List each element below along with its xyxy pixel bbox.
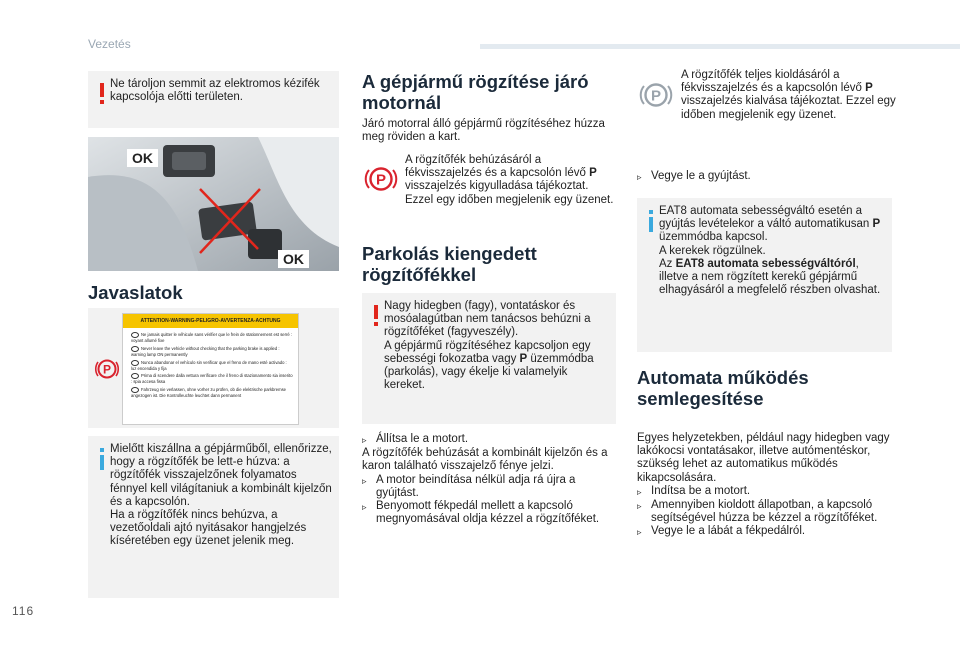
list-item: ▹ Vegye le a lábát a fékpedálról. xyxy=(637,525,893,539)
parking-brake-red-icon xyxy=(364,164,398,194)
triangle-bullet-icon: ▹ xyxy=(637,501,642,512)
triangle-bullet-icon: ▹ xyxy=(362,502,367,513)
info-icon xyxy=(648,210,654,232)
step-gyujtas xyxy=(637,170,893,184)
para-egyes-helyzetekben: Egyes helyzetekben, például nagy hidegben vagy lakókocsi vontatásakor, illetve autómentéskor, szükség lehet az automatikus működés kikapcsolására. xyxy=(637,432,890,484)
para-huzza-meg: Járó motorral álló gépjármű rögzítéséhez húzza meg röviden a kart. xyxy=(362,118,605,144)
triangle-bullet-icon: ▹ xyxy=(637,527,642,538)
info-box-eat8 xyxy=(637,198,892,352)
sticker-title: ATTENTION-WARNING-PELIGRO-AVVERTENZA-ACHTUNG xyxy=(123,314,298,328)
svg-text:P: P xyxy=(650,87,662,105)
info-icon xyxy=(99,448,105,470)
ok-label-top: OK xyxy=(127,149,158,167)
triangle-bullet-icon: ▹ xyxy=(637,486,642,497)
para-visszajelzo: A rögzítőfék behúzását a kombinált kijelzőn és a karon található visszajelző fénye jelzi. xyxy=(362,447,608,473)
list-item: ▹ A motor beindítása nélkül adja rá újra a gyújtást. xyxy=(362,473,576,499)
heading-parkolas: Parkolás kiengedett rögzítőfékkel xyxy=(362,243,537,285)
page-number: 116 xyxy=(12,604,35,618)
header-bar xyxy=(480,44,960,49)
list-item: ▹ Amennyiben kioldott állapotban, a kapcsoló segítségével húzza be kézzel a rögzítőféket. xyxy=(637,499,878,525)
parking-brake-red-icon xyxy=(94,356,120,382)
heading-javaslatok: Javaslatok xyxy=(88,282,183,303)
para-behuzas: A rögzítőfék behúzásáról a fékvisszajelzés és a kapcsolón lévő P visszajelzés kigyulladása tájékoztat. Ezzel egy időben megjelenik egy üzenet. xyxy=(405,154,614,206)
steps-list-col2 xyxy=(362,433,618,526)
info-box-check xyxy=(88,436,339,598)
section-label: Vezetés xyxy=(88,37,131,51)
heading-rogzites-jaro-motor: A gépjármű rögzítése járó motornál xyxy=(362,71,589,113)
ok-label-bottom: OK xyxy=(278,250,309,268)
info-text: Mielőtt kiszállna a gépjárműből, ellenőrizze, hogy a rögzítőfék be lett-e húzva: a rögzítőfék visszajelzőnek folyamatos fénnyel kell világítaniuk a kombinált kijelzőn és a kapcsolón. Ha a rögzítőfék nincs behúzva, a vezetőoldali ajtó nyitásakor hangjelzés kíséretében egy üzenet jelenik meg. xyxy=(110,443,332,548)
warning-box-storage xyxy=(88,71,339,128)
warning-icon xyxy=(99,83,105,105)
list-item: ▹ Benyomott fékpedál mellett a kapcsoló megnyomásával oldja kézzel a rögzítőféket. xyxy=(362,500,600,526)
sticker-lines xyxy=(131,332,293,401)
warning-sticker xyxy=(122,313,299,425)
sticker-line-e: Nunca abandonar el vehículo sin verificar que el freno de mano esté activado : luz encendida y fija xyxy=(131,359,287,371)
list-item: ▹ Indítsa be a motort. xyxy=(637,485,893,499)
svg-text:P: P xyxy=(102,362,112,377)
warning-text: Ne tároljon semmit az elektromos kézifék kapcsolója előtti területen. xyxy=(110,78,320,104)
sticker-line-i: Prima di scendere dalla vettura verificare che il freno di stazionamento sia inserito : spia accesa fissa xyxy=(131,373,293,385)
triangle-bullet-icon: ▹ xyxy=(637,172,642,182)
para-kioldas: A rögzítőfék teljes kioldásáról a fékvisszajelzés és a kapcsolón lévő P visszajelzés kialvása tájékoztat. Ezzel egy időben megjelenik egy üzenet. xyxy=(681,69,896,121)
parking-brake-grey-icon xyxy=(638,80,674,110)
list-item: ▹ Állítsa le a motort. xyxy=(362,433,618,447)
list-item: ▹ Vegye le a gyújtást. xyxy=(637,170,893,184)
sticker-line-f: Ne jamais quitter le véhicule sans vérifier que le frein de stationnement est serré : voyant allumé fixe xyxy=(131,332,293,343)
sticker-line-gb: Never leave the vehicle without checking that the parking brake is applied : warning lamp ON permanently xyxy=(131,345,280,357)
sticker-line-d: Fahrzeug nie verlassen, ohne vorher zu prüfen, ob die elektrische parkbremse angezogen ist. Die Kontrolleuchte leuchtet dann permanent xyxy=(131,387,287,399)
parking-brake-photo xyxy=(88,137,339,271)
triangle-bullet-icon: ▹ xyxy=(362,475,367,486)
info-text-eat8: EAT8 automata sebességváltó esetén a gyújtás levételekor a váltó automatikusan P üzemmódba kapcsol. A kerekek rögzülnek. Az EAT8 automata sebességváltóról, illetve a nem rögzített kerekű gépjármű elhagyásáról a megfelelő részben olvashat. xyxy=(659,205,881,297)
svg-text:P: P xyxy=(375,171,387,189)
warning-icon xyxy=(373,305,379,327)
triangle-bullet-icon: ▹ xyxy=(362,435,367,445)
heading-automata: Automata működés semlegesítése xyxy=(637,367,809,409)
warning-box-cold xyxy=(362,293,616,424)
warning-text-cold: Nagy hidegben (fagy), vontatáskor és mosóalagútban nem tanácsos behúzni a rögzítőféket (fagyveszély). A gépjármű rögzítéséhez kapcsoljon egy sebességi fokozatba vagy P üzemmódba (parkolás), vagy ékelje ki valamelyik kereket. xyxy=(384,300,594,392)
warning-sticker-box xyxy=(88,308,339,428)
steps-list-col3 xyxy=(637,432,893,540)
